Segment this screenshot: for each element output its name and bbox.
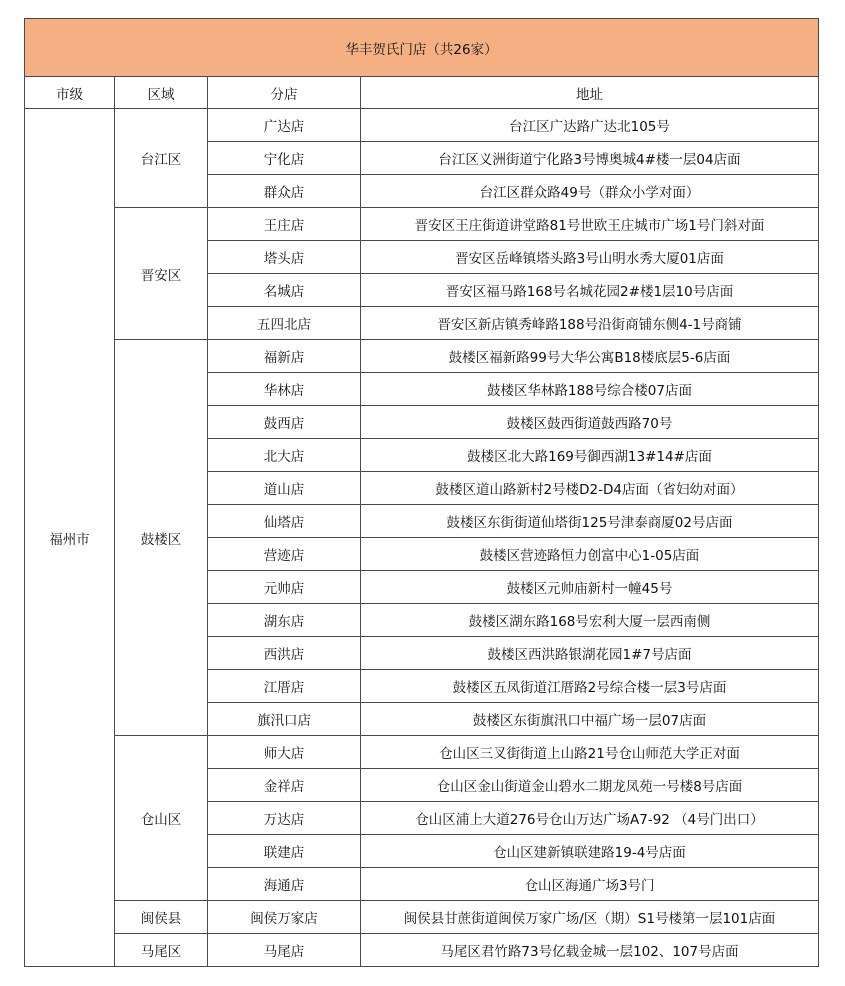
address-cell: 仓山区金山街道金山碧水二期龙凤苑一号楼8号店面 [361,769,819,802]
header-branch: 分店 [208,77,361,109]
branch-cell: 马尾店 [208,934,361,967]
branch-cell: 仙塔店 [208,505,361,538]
branch-cell: 旗汛口店 [208,703,361,736]
address-cell: 鼓楼区华林路188号综合楼07店面 [361,373,819,406]
branch-cell: 五四北店 [208,307,361,340]
address-cell: 晋安区新店镇秀峰路188号沿街商铺东侧4-1号商铺 [361,307,819,340]
branch-cell: 北大店 [208,439,361,472]
store-table [24,18,819,967]
address-cell: 马尾区君竹路73号亿载金城一层102、107号店面 [361,934,819,967]
address-cell: 仓山区浦上大道276号仓山万达广场A7-92 （4号门出口） [361,802,819,835]
address-cell: 台江区群众路49号（群众小学对面） [361,175,819,208]
branch-cell: 联建店 [208,835,361,868]
address-cell: 鼓楼区福新路99号大华公寓B18楼底层5-6店面 [361,340,819,373]
address-cell: 鼓楼区道山路新村2号楼D2-D4店面（省妇幼对面） [361,472,819,505]
address-cell: 晋安区岳峰镇塔头路3号山明水秀大厦01店面 [361,241,819,274]
address-cell: 鼓楼区鼓西街道鼓西路70号 [361,406,819,439]
table-row [25,208,819,241]
branch-cell: 万达店 [208,802,361,835]
table-row [25,109,819,142]
address-cell: 鼓楼区西洪路银湖花园1#7号店面 [361,637,819,670]
header-row [25,77,819,109]
branch-cell: 群众店 [208,175,361,208]
branch-cell: 营迹店 [208,538,361,571]
title-row [25,19,819,77]
address-cell: 闽侯县甘蔗街道闽侯万家广场/区（期）S1号楼第一层101店面 [361,901,819,934]
branch-cell: 湖东店 [208,604,361,637]
branch-cell: 海通店 [208,868,361,901]
table-body [25,109,819,967]
branch-cell: 鼓西店 [208,406,361,439]
address-cell: 仓山区建新镇联建路19-4号店面 [361,835,819,868]
district-cell: 晋安区 [115,208,208,340]
branch-cell: 福新店 [208,340,361,373]
branch-cell: 名城店 [208,274,361,307]
table-title: 华丰贺氏门店（共26家） [25,19,819,77]
branch-cell: 元帅店 [208,571,361,604]
branch-cell: 江厝店 [208,670,361,703]
branch-cell: 金祥店 [208,769,361,802]
address-cell: 晋安区福马路168号名城花园2#楼1层10号店面 [361,274,819,307]
address-cell: 鼓楼区东街旗汛口中福广场一层07店面 [361,703,819,736]
city-cell: 福州市 [25,109,115,967]
address-cell: 鼓楼区营迹路恒力创富中心1-05店面 [361,538,819,571]
branch-cell: 西洪店 [208,637,361,670]
header-address: 地址 [361,77,819,109]
district-cell: 马尾区 [115,934,208,967]
branch-cell: 宁化店 [208,142,361,175]
branch-cell: 闽侯万家店 [208,901,361,934]
branch-cell: 华林店 [208,373,361,406]
district-cell: 鼓楼区 [115,340,208,736]
branch-cell: 王庄店 [208,208,361,241]
address-cell: 鼓楼区五凤街道江厝路2号综合楼一层3号店面 [361,670,819,703]
address-cell: 台江区广达路广达北105号 [361,109,819,142]
address-cell: 鼓楼区湖东路168号宏利大厦一层西南侧 [361,604,819,637]
table-row [25,340,819,373]
table-row [25,736,819,769]
address-cell: 仓山区海通广场3号门 [361,868,819,901]
branch-cell: 师大店 [208,736,361,769]
address-cell: 鼓楼区东街街道仙塔街125号津泰商厦02号店面 [361,505,819,538]
address-cell: 仓山区三叉街街道上山路21号仓山师范大学正对面 [361,736,819,769]
address-cell: 鼓楼区元帅庙新村一幢45号 [361,571,819,604]
header-city: 市级 [25,77,115,109]
district-cell: 闽侯县 [115,901,208,934]
address-cell: 鼓楼区北大路169号御西湖13#14#店面 [361,439,819,472]
branch-cell: 广达店 [208,109,361,142]
table-row [25,934,819,967]
branch-cell: 道山店 [208,472,361,505]
table-row [25,901,819,934]
header-district: 区域 [115,77,208,109]
address-cell: 台江区义洲街道宁化路3号博奥城4#楼一层04店面 [361,142,819,175]
district-cell: 台江区 [115,109,208,208]
address-cell: 晋安区王庄街道讲堂路81号世欧王庄城市广场1号门斜对面 [361,208,819,241]
district-cell: 仓山区 [115,736,208,901]
branch-cell: 塔头店 [208,241,361,274]
